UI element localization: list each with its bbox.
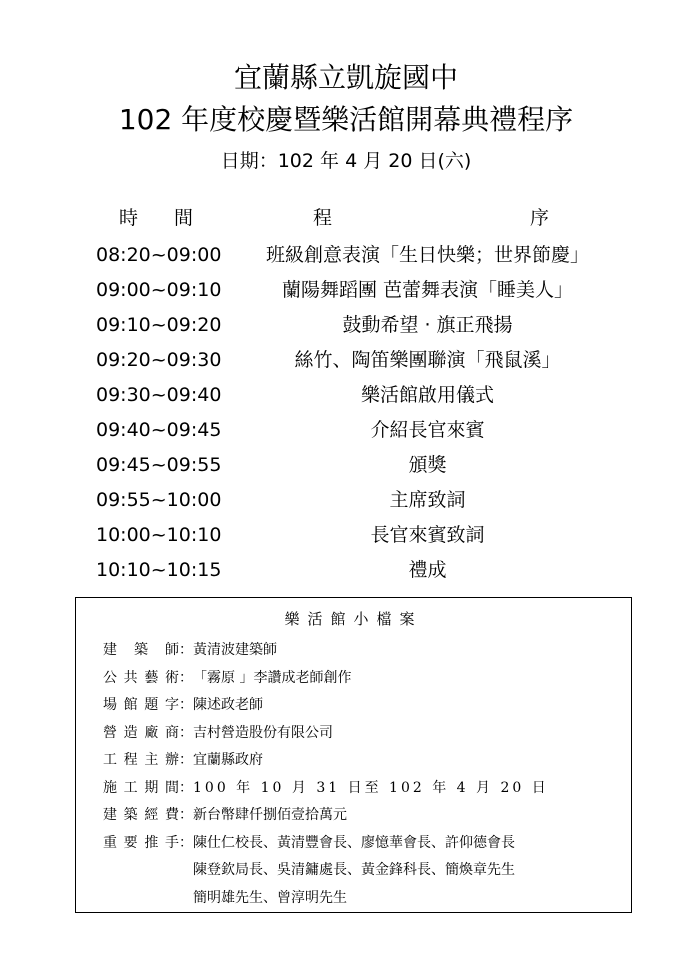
- info-label: 建築經費: [103, 807, 179, 823]
- schedule-row: [0, 413, 692, 448]
- event-date: 日期：102 年 4 月 20 日(六): [220, 150, 472, 172]
- schedule-row: [0, 378, 692, 413]
- info-label: 工程主辦: [103, 752, 179, 768]
- info-colon: ：: [179, 642, 193, 658]
- row-time: 09:00~09:10: [96, 279, 222, 301]
- row-event: 介紹長官來賓: [370, 419, 485, 441]
- schedule-row: [0, 518, 692, 553]
- info-value: 黃清波建築師: [193, 642, 277, 658]
- info-value: 吉村營造股份有限公司: [193, 724, 333, 741]
- row-time: 09:55~10:00: [96, 489, 222, 511]
- info-value: 新台幣肆仟捌佰壹拾萬元: [193, 807, 347, 823]
- venue-info-box: [75, 597, 632, 913]
- info-item-key-contributors: [103, 830, 549, 858]
- info-value: 「霧原 」李讚成老師創作: [193, 669, 352, 686]
- schedule-row: [0, 553, 692, 588]
- info-label: 建築師: [103, 642, 179, 658]
- row-event: 樂活館啟用儀式: [360, 384, 494, 406]
- info-label: 重要推手: [103, 834, 179, 851]
- info-item-calligraphy: [103, 692, 549, 720]
- row-event: 鼓動希望 ‧ 旗正飛揚: [342, 314, 513, 336]
- row-event: 頒獎: [408, 454, 447, 476]
- info-colon: ：: [179, 834, 193, 851]
- info-label: 場館題字: [103, 697, 179, 713]
- schedule-row: [0, 308, 692, 343]
- info-item-budget: [103, 802, 549, 830]
- header-program-1: 程: [313, 207, 333, 229]
- contributors-continued: 陳登欽局長、吳清鏞處長、黃金鋒科長、簡煥章先生: [193, 862, 515, 878]
- header-time: 時間: [119, 207, 230, 229]
- info-colon: ：: [179, 697, 193, 713]
- info-item-contractor: [103, 720, 549, 748]
- info-label: 施工期間: [103, 779, 179, 796]
- info-item-construction-period: [103, 775, 549, 803]
- schedule-row: [0, 238, 692, 273]
- school-name: 宜蘭縣立凱旋國中: [233, 61, 458, 94]
- info-item-sponsor: [103, 747, 549, 775]
- event-title: 102 年度校慶暨樂活館開幕典禮程序: [118, 103, 574, 136]
- info-item-architect: [103, 637, 549, 665]
- info-colon: ：: [179, 779, 193, 796]
- schedule-header: [0, 205, 692, 231]
- row-event: 主席致詞: [389, 489, 466, 511]
- info-value: 100 年 10 月 31 日至 102 年 4 月 20 日: [193, 779, 549, 796]
- row-time: 09:20~09:30: [96, 349, 222, 371]
- row-time: 09:45~09:55: [96, 454, 222, 476]
- row-time: 09:30~09:40: [96, 384, 222, 406]
- info-item-public-art: [103, 665, 549, 693]
- info-colon: ：: [179, 669, 193, 686]
- row-time: 10:00~10:10: [96, 524, 222, 546]
- info-value: 陳述政老師: [193, 697, 263, 713]
- info-box-title: 樂活館小檔案: [284, 610, 423, 628]
- row-event: 絲竹、陶笛樂團聯演「飛鼠溪」: [294, 349, 561, 371]
- info-label: 公共藝術: [103, 669, 179, 686]
- row-time: 09:40~09:45: [96, 419, 222, 441]
- schedule-list: [0, 238, 692, 588]
- info-list: [103, 637, 549, 912]
- info-label: 營造廠商: [103, 724, 179, 741]
- row-event: 班級創意表演「生日快樂；世界節慶」: [265, 244, 589, 266]
- schedule-row: [0, 483, 692, 518]
- contributors-continued: 簡明雄先生、曾淳明先生: [193, 889, 347, 906]
- info-colon: ：: [179, 807, 193, 823]
- row-time: 08:20~09:00: [96, 244, 222, 266]
- info-value: 陳仕仁校長、黃清豐會長、廖憶華會長、許仰德會長: [193, 834, 515, 851]
- row-event: 長官來賓致詞: [370, 524, 485, 546]
- info-value: 宜蘭縣政府: [193, 752, 263, 768]
- header-program-2: 序: [530, 207, 550, 229]
- schedule-row: [0, 343, 692, 378]
- schedule-row: [0, 273, 692, 308]
- row-event: 禮成: [408, 559, 447, 581]
- row-time: 09:10~09:20: [96, 314, 222, 336]
- info-colon: ：: [179, 724, 193, 741]
- schedule-row: [0, 448, 692, 483]
- row-event: 蘭陽舞蹈團 芭蕾舞表演「睡美人」: [281, 279, 574, 301]
- info-colon: ：: [179, 752, 193, 768]
- row-time: 10:10~10:15: [96, 559, 222, 581]
